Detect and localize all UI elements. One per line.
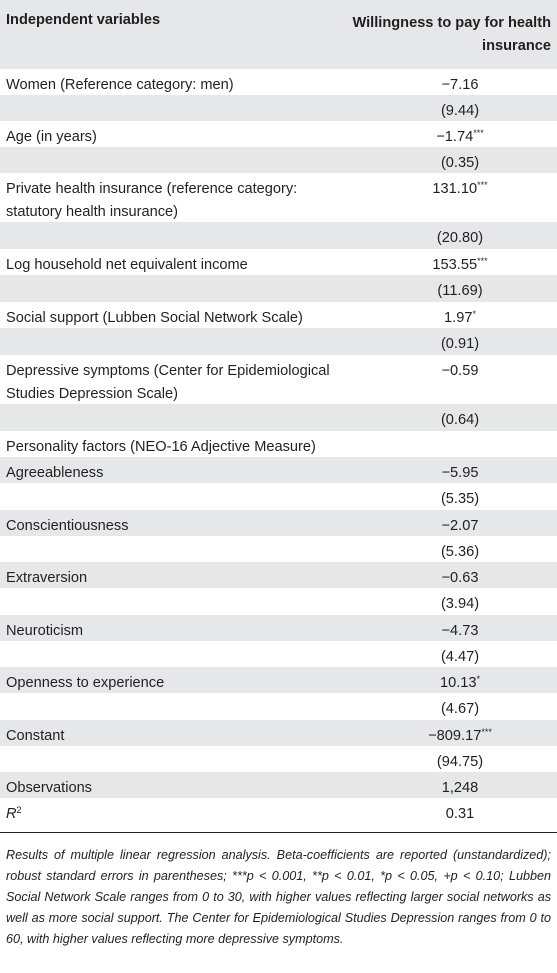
row-value [380,178,540,201]
value-number: (94.75) [436,754,484,770]
row-value [380,751,540,774]
row-value [380,541,540,564]
table-row [0,615,557,641]
row-value [380,620,540,643]
row-label: Extraversion [6,570,88,586]
row-value [380,777,540,800]
table-row [0,641,557,667]
value-number: −2.07 [441,518,479,534]
header-willingness-to-pay: Willingness to pay for health insurance [352,15,551,54]
table-row [0,431,557,457]
row-value [380,152,540,175]
table-row [0,173,557,222]
value-number: −4.73 [441,623,479,639]
value-number: (9.44) [440,103,480,119]
row-value [380,567,540,590]
table-row [0,720,557,746]
value-number: 131.10 [432,181,478,197]
table-row [0,275,557,302]
table-row [0,693,557,720]
row-value [380,672,540,695]
table-row [0,510,557,536]
significance-stars: *** [477,180,488,190]
row-label: Age (in years) [6,129,97,145]
value-number: −1.74 [436,129,474,145]
row-label: Constant [6,728,65,744]
value-number: (20.80) [436,230,484,246]
row-label: Openness to experience [6,675,165,691]
table-row [0,536,557,562]
value-number: (3.94) [440,596,480,612]
table-row [0,483,557,510]
row-label: Personality factors (NEO-16 Adjective Measure) [6,439,316,455]
table-row [0,355,557,404]
table-row [0,249,557,275]
value-number: (0.91) [440,336,480,352]
value-number: (0.64) [440,412,480,428]
value-number: −0.63 [441,570,479,586]
value-number: −5.95 [441,465,479,481]
table-row [0,746,557,772]
row-label: Observations [6,780,92,796]
table-row [0,147,557,173]
row-label: Private health insurance (reference category: statutory health insurance) [6,181,298,220]
row-value [380,646,540,669]
value-number: 1,248 [441,780,479,796]
value-number: −7.16 [441,77,479,93]
value-number: (4.67) [440,701,480,717]
table-row [0,588,557,615]
table-header [0,0,557,69]
table-row [0,798,557,824]
row-value [380,593,540,616]
value-number: (5.36) [440,544,480,560]
row-value [380,100,540,123]
significance-stars: *** [477,256,488,266]
value-number: 1.97 [444,310,473,326]
table-footnote: Results of multiple linear regression analysis. Beta-coefficients are reported (unstandardized); robust standard errors in parentheses; ***p < 0.001, **p < 0.01, *p < 0.05, +p < 0.10; Lubben Social Network Scale ranges from 0 to 30, with higher values reflecting larger social networks as well as more social support. The Center for Epidemiological Studies Depression ranges from 0 to 60, with higher values reflecting more depressive symptoms. [6,848,551,946]
table-row [0,404,557,431]
row-label: $R^2$ [6,805,22,822]
row-value [380,74,540,97]
significance-stars: *** [473,128,484,138]
row-label: Conscientiousness [6,518,129,534]
table-row [0,328,557,355]
value-number: (4.47) [440,649,480,665]
table-row [0,562,557,588]
row-value [380,409,540,432]
row-label: Depressive symptoms (Center for Epidemiological Studies Depression Scale) [6,363,330,402]
value-number: (0.35) [440,155,480,171]
row-value [380,515,540,538]
table-row [0,121,557,147]
row-label: Log household net equivalent income [6,257,248,273]
row-value [380,725,540,748]
table-row [0,772,557,798]
row-value [380,360,540,383]
row-value [380,227,540,250]
row-value [380,126,540,149]
value-number: 10.13 [439,675,477,691]
row-label: Women (Reference category: men) [6,77,234,93]
row-value [380,280,540,303]
value-number: −0.59 [441,363,479,379]
table-row [0,667,557,693]
value-number: (11.69) [437,283,483,299]
row-label: Agreeableness [6,465,104,481]
table-bottom-rule [0,832,557,833]
row-label: Social support (Lubben Social Network Scale) [6,310,303,326]
table-row [0,222,557,249]
row-value [380,488,540,511]
row-value [380,307,540,330]
significance-stars: *** [481,727,492,737]
value-number: (5.35) [440,491,480,507]
header-independent-variables: Independent variables [6,12,161,28]
row-value [380,462,540,485]
row-label: Neuroticism [6,623,84,639]
value-number: 153.55 [432,257,478,273]
significance-stars: * [476,674,481,684]
value-number: −809.17 [428,728,482,744]
table-row [0,302,557,328]
significance-stars: * [472,309,476,319]
value-number: 0.31 [445,806,475,822]
row-value [380,698,540,721]
row-value [380,254,540,277]
table-body [0,69,557,824]
row-value [380,333,540,356]
table-row [0,457,557,483]
table-row [0,95,557,121]
table-row [0,69,557,95]
row-value [380,803,540,826]
